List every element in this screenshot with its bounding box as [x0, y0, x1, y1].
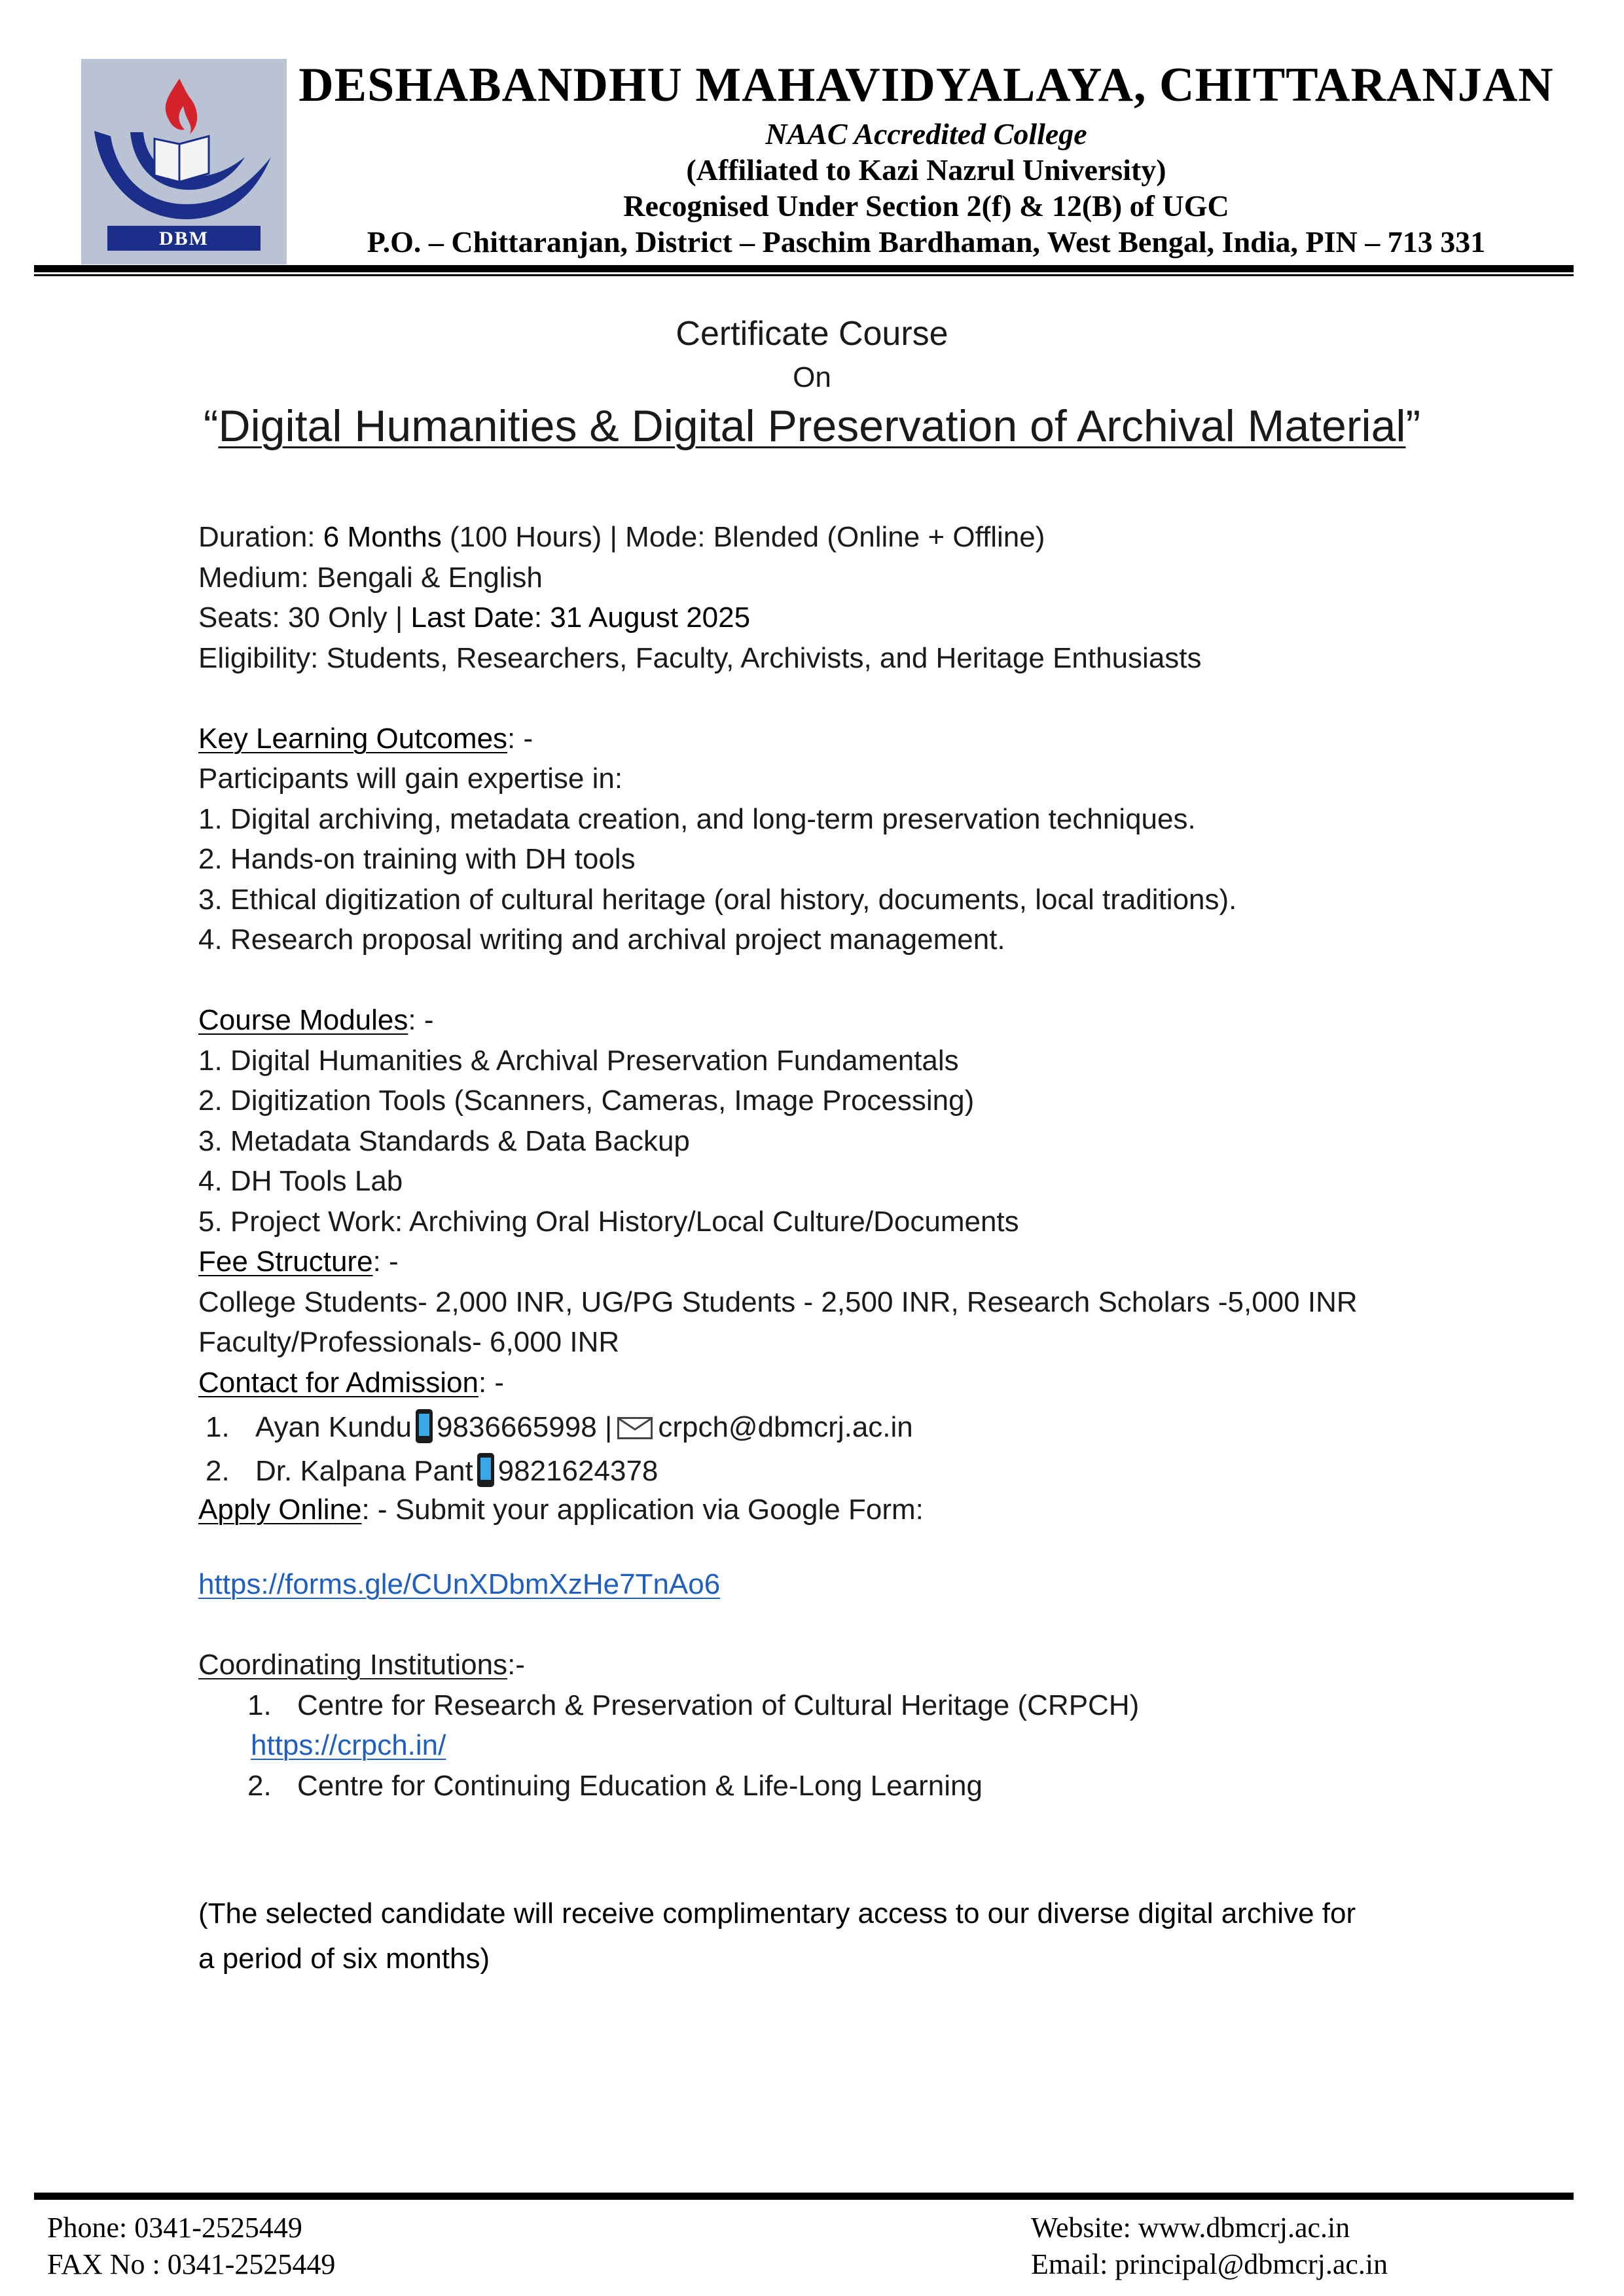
affiliation: (Affiliated to Kazi Nazrul University): [686, 153, 1166, 187]
contact-heading-suffix: : -: [478, 1367, 505, 1399]
college-address: P.O. – Chittaranjan, District – Paschim Bardhaman, West Bengal, India, PIN – 713 331: [367, 225, 1486, 259]
logo-text: DBM: [159, 228, 209, 249]
quote-open: “: [203, 401, 219, 451]
course-title: [0, 401, 1624, 452]
header-rule: [34, 265, 1574, 272]
seats-line: [198, 601, 750, 636]
ugc-recognition: Recognised Under Section 2(f) & 12(B) of UGC: [623, 189, 1229, 223]
contact-heading: [198, 1366, 504, 1401]
contact-phone: 9836665998 |: [436, 1411, 613, 1443]
module-item: 4. DH Tools Lab: [198, 1165, 403, 1197]
duration-value: 6 Months: [323, 521, 442, 553]
duration-label: Duration:: [198, 521, 323, 553]
contact-name: Ayan Kundu: [255, 1411, 412, 1443]
outcome-item: 1. Digital archiving, metadata creation, and long-term preservation techniques.: [198, 803, 1196, 835]
fees-heading-text: Fee Structure: [198, 1246, 373, 1278]
fees-heading: [198, 1245, 399, 1280]
course-title-text: Digital Humanities & Digital Preservation of Archival Material: [218, 401, 1406, 451]
note-line-1: (The selected candidate will receive complimentary access to our diverse digital archive for: [198, 1897, 1356, 1929]
note-line-2: a period of six months): [198, 1943, 490, 1975]
modules-heading-text: Course Modules: [198, 1004, 408, 1036]
footer-website[interactable]: Website: www.dbmcrj.ac.in: [1031, 2212, 1350, 2244]
institution-item-1: [247, 1689, 1139, 1723]
contact-name: Dr. Kalpana Pant: [255, 1455, 473, 1487]
outcome-item: 2. Hands-on training with DH tools: [198, 843, 636, 875]
google-form-link[interactable]: https://forms.gle/CUnXDbmXzHe7TnAo6: [198, 1568, 721, 1600]
outcome-item: 4. Research proposal writing and archival project management.: [198, 924, 1005, 956]
course-heading: Certificate Course: [676, 315, 948, 353]
apply-line: [198, 1493, 924, 1528]
contact-phone: 9821624378: [497, 1455, 659, 1487]
mobile-phone-icon: [477, 1453, 494, 1487]
institution-number: 2.: [247, 1770, 272, 1802]
college-name: DESHABANDHU MAHAVIDYALAYA, CHITTARANJAN: [298, 58, 1554, 112]
last-date: Last Date: 31 August 2025: [410, 601, 751, 634]
footer-fax: FAX No : 0341-2525449: [47, 2248, 336, 2280]
contact-number: 2.: [206, 1455, 230, 1487]
fees-line-2: Faculty/Professionals- 6,000 INR: [198, 1326, 620, 1358]
duration-line: [198, 520, 1045, 555]
coordinating-heading: [198, 1648, 525, 1683]
duration-mode: (100 Hours) | Mode: Blended (Online + Offline): [441, 521, 1045, 553]
envelope-icon: [617, 1417, 653, 1439]
coordinating-heading-suffix: :-: [507, 1649, 525, 1681]
modules-heading-suffix: : -: [408, 1004, 434, 1036]
fees-heading-suffix: : -: [372, 1246, 399, 1278]
header-rule-thin: [34, 274, 1574, 276]
outcomes-heading: [198, 722, 533, 757]
contact-item-1: [206, 1409, 913, 1445]
apply-heading-text: Apply Online: [198, 1494, 362, 1526]
apply-text: Submit your application via Google Form:: [395, 1494, 924, 1526]
outcome-item: 3. Ethical digitization of cultural heritage (oral history, documents, local traditions).: [198, 884, 1237, 916]
outcomes-heading-suffix: : -: [507, 723, 533, 755]
naac-accreditation: NAAC Accredited College: [765, 117, 1087, 151]
coordinating-heading-text: Coordinating Institutions: [198, 1649, 508, 1681]
contact-number: 1.: [206, 1411, 230, 1443]
modules-heading: [198, 1003, 433, 1038]
module-item: 1. Digital Humanities & Archival Preservation Fundamentals: [198, 1045, 959, 1077]
institution-item-2: [247, 1769, 983, 1804]
institution-number: 1.: [247, 1689, 272, 1721]
contact-heading-text: Contact for Admission: [198, 1367, 478, 1399]
college-logo: [81, 59, 287, 264]
course-on: On: [793, 361, 831, 393]
fees-line-1: College Students- 2,000 INR, UG/PG Students - 2,500 INR, Research Scholars -5,000 INR: [198, 1286, 1358, 1318]
crpch-link[interactable]: https://crpch.in/: [251, 1729, 446, 1761]
module-item: 5. Project Work: Archiving Oral History/Local Culture/Documents: [198, 1206, 1019, 1238]
outcomes-intro: Participants will gain expertise in:: [198, 762, 623, 795]
quote-close: ”: [1405, 401, 1421, 451]
contact-email[interactable]: crpch@dbmcrj.ac.in: [658, 1411, 913, 1443]
outcomes-heading-text: Key Learning Outcomes: [198, 723, 508, 755]
medium-line: Medium: Bengali & English: [198, 562, 543, 594]
footer-phone: Phone: 0341-2525449: [47, 2212, 302, 2244]
module-item: 2. Digitization Tools (Scanners, Cameras, Image Processing): [198, 1085, 975, 1117]
mobile-phone-icon: [416, 1409, 433, 1443]
footer-email[interactable]: Email: principal@dbmcrj.ac.in: [1031, 2248, 1388, 2280]
institution-name: Centre for Research & Preservation of Cultural Heritage (CRPCH): [297, 1689, 1140, 1721]
footer-rule: [34, 2193, 1574, 2200]
eligibility-line: Eligibility: Students, Researchers, Faculty, Archivists, and Heritage Enthusiasts: [198, 642, 1202, 674]
module-item: 3. Metadata Standards & Data Backup: [198, 1125, 690, 1157]
institution-name: Centre for Continuing Education & Life-Long Learning: [297, 1770, 983, 1802]
contact-item-2: [206, 1453, 658, 1489]
apply-heading-suffix: : -: [361, 1494, 395, 1526]
seats-text: Seats: 30 Only |: [198, 601, 411, 634]
